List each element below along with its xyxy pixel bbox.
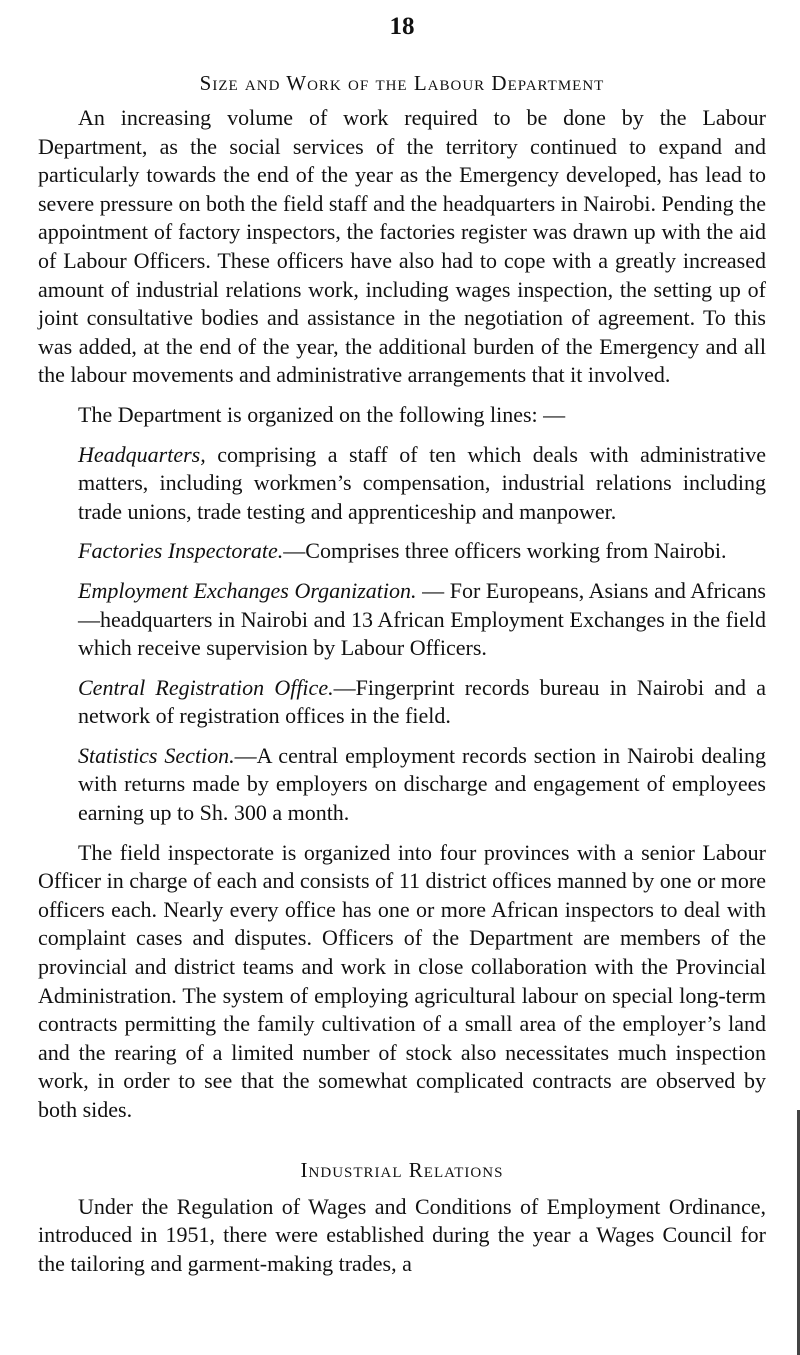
entry-factories-inspectorate [38,537,766,566]
section-industrial-relations-body [38,1193,766,1279]
industrial-relations-paragraph: Under the Regulation of Wages and Conditions of Employment Ordinance, introduced in 1951, there were established during the year a Wages Council for the tailoring and garment-making trades, a [38,1193,766,1276]
entry-text: comprising a staff of ten which deals with administrative matters, including workmen’s compensation, industrial relations including trade unions, trade testing and apprenticeship and manpower. [78,441,766,524]
field-inspectorate-paragraph: The field inspectorate is organized into four provinces with a senior Labour Officer in charge of each and consists of 11 district offices manned by one or more officers each. Nearly every office has one or more African inspectors to deal with complaint cases and disputes. Officers of the Department are members of the provincial and district teams and work in close collaboration with the Provincial Administration. The system of employing agricultural labour on special long-term contracts permitting the family cultivation of a small area of the employer’s land and the rearing of a limited number of stock also necessitates much inspection work, in order to see that the somewhat complicated contracts are observed by both sides. [38,839,767,1122]
entry-text: — For Europeans, Asians and Africans—headquarters in Nairobi and 13 African Employment Exchanges in the field which receive supervision by Labour Officers. [78,577,766,661]
entry-text: —Comprises three officers working from Nairobi. [283,538,727,564]
entry-term: Statistics Section. [78,742,235,768]
entry-term: Central Registration Office. [78,674,334,700]
entry-term: Factories Inspectorate. [78,538,284,564]
document-page [38,0,766,1278]
section-heading-labour-department: Size and Work of the Labour Department [199,71,605,95]
entry-term: Headquarters, [78,441,206,467]
entry-headquarters [38,441,766,527]
entry-central-registration [38,674,766,731]
section-labour-department-body [38,104,766,1125]
entry-text: —Fingerprint records bureau in Nairobi and a network of registration offices in the field. [78,674,766,729]
entry-statistics-section [38,742,766,828]
organization-intro-paragraph: The Department is organized on the following lines: — [78,401,566,427]
entry-term: Employment Exchanges Organization. [78,577,417,603]
page-number: 18 [389,13,415,40]
intro-paragraph: An increasing volume of work required to be done by the Labour Department, as the social services of the territory continued to expand and particularly towards the end of the year as the Emergency developed, has lead to severe pressure on both the field staff and the headquarters in Nairobi. Pending the appointment of factory inspectors, the factories register was drawn up with the aid of Labour Officers. These officers have also had to cope with a greatly increased amount of industrial relations work, including wages inspection, the setting up of joint consultative bodies and assistance in the negotiation of agreement. To this was added, at the end of the year, the additional burden of the Emergency and all the labour movements and administrative arrangements that it involved. [38,105,766,388]
entry-text: —A central employment records section in Nairobi dealing with returns made by employers on discharge and engagement of employees earning up to Sh. 300 a month. [78,742,767,826]
section-heading-industrial-relations: Industrial Relations [300,1157,504,1182]
entry-employment-exchanges [38,577,766,663]
